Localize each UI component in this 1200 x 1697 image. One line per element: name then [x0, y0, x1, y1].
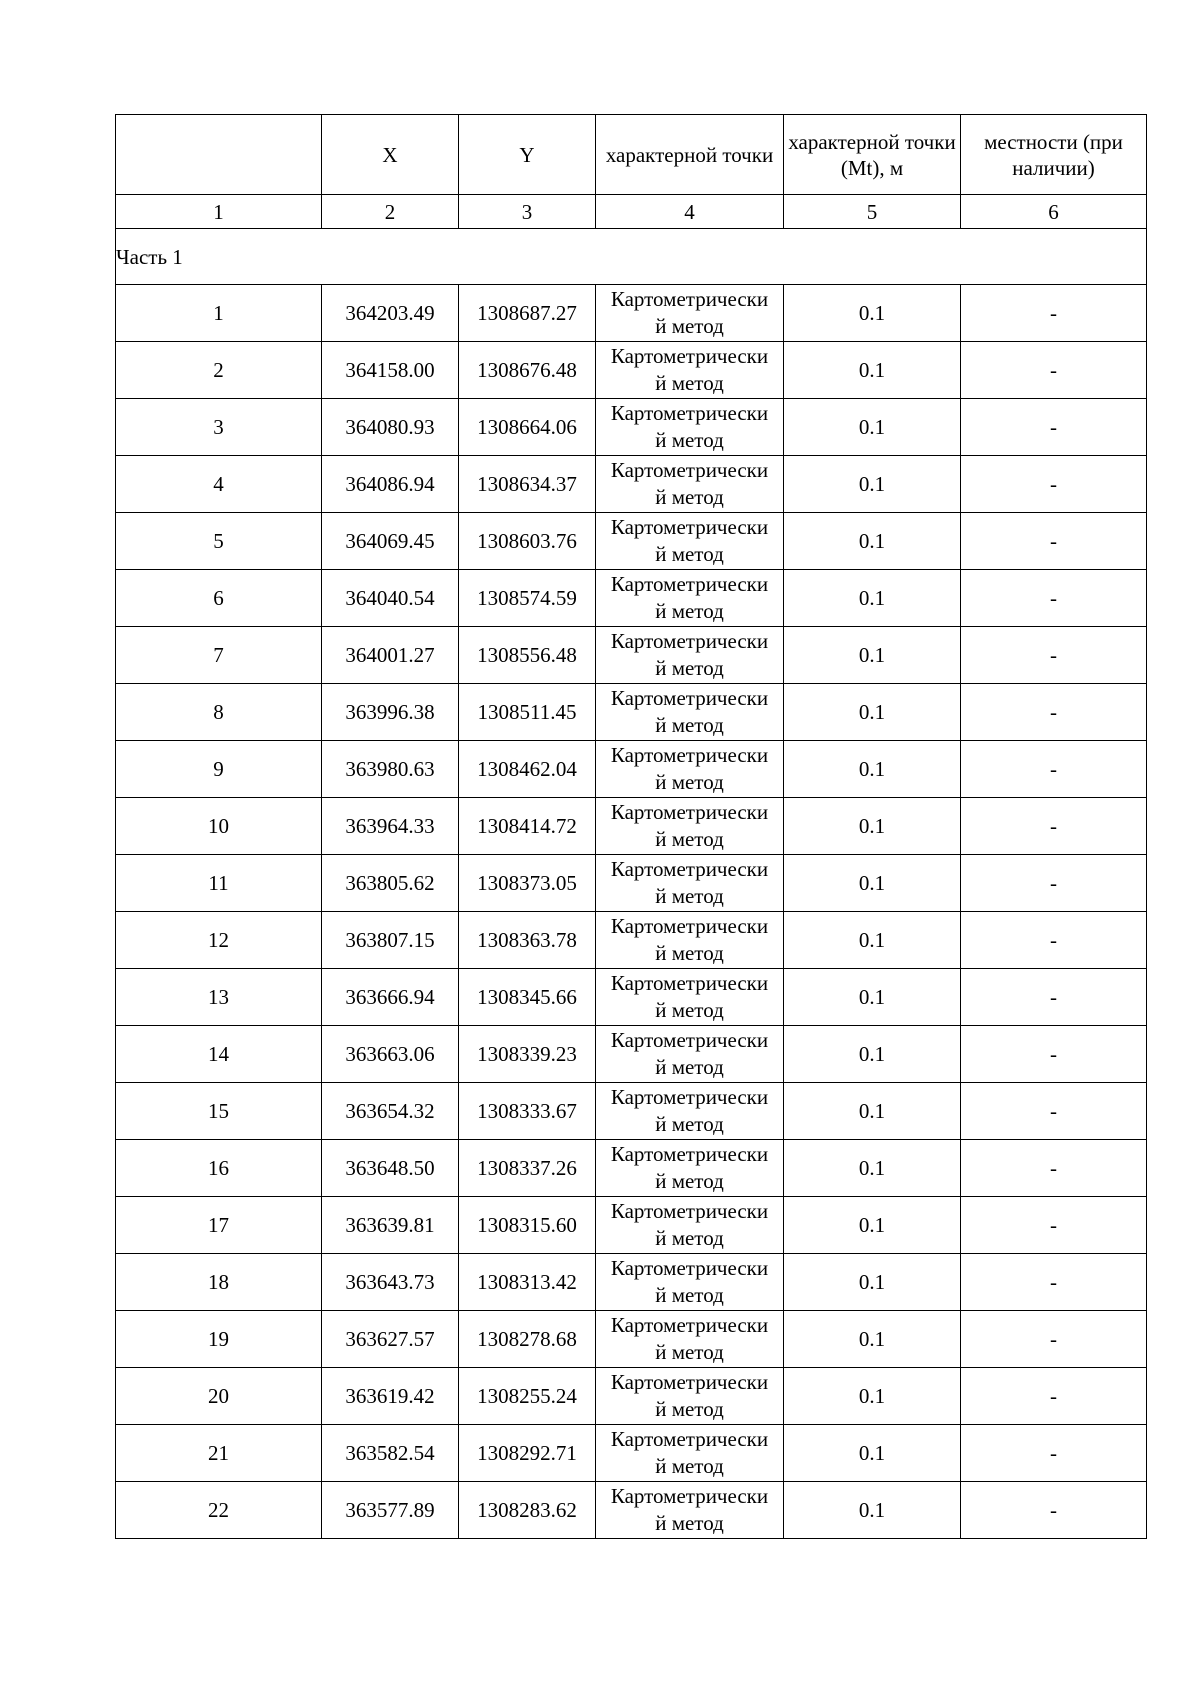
header-cell	[116, 115, 322, 195]
point-number-cell: 21	[116, 1425, 322, 1482]
description-cell: -	[961, 855, 1147, 912]
point-number-cell: 17	[116, 1197, 322, 1254]
method-text-line: й метод	[655, 1340, 724, 1364]
table-row	[116, 1140, 1147, 1197]
method-text-line: й метод	[655, 1511, 724, 1535]
column-number-cell: 3	[459, 195, 596, 229]
method-text-line: Картометрически	[610, 1028, 769, 1052]
coord-y-cell: 1308574.59	[459, 570, 596, 627]
coord-x-cell: 364158.00	[322, 342, 459, 399]
column-number-cell: 2	[322, 195, 459, 229]
method-cell	[596, 1482, 784, 1539]
method-cell	[596, 570, 784, 627]
accuracy-cell: 0.1	[784, 1254, 961, 1311]
table-row	[116, 1425, 1147, 1482]
method-cell	[596, 684, 784, 741]
point-number-cell: 22	[116, 1482, 322, 1539]
point-number-cell: 2	[116, 342, 322, 399]
description-cell: -	[961, 1425, 1147, 1482]
method-text-line: Картометрически	[610, 1370, 769, 1394]
coord-x-cell: 363654.32	[322, 1083, 459, 1140]
point-number-cell: 18	[116, 1254, 322, 1311]
method-text-line: Картометрически	[610, 1199, 769, 1223]
table-row	[116, 1083, 1147, 1140]
table-row	[116, 627, 1147, 684]
header-cell: X	[322, 115, 459, 195]
method-cell	[596, 1425, 784, 1482]
point-number-cell: 13	[116, 969, 322, 1026]
method-text-line: й метод	[655, 542, 724, 566]
coord-x-cell: 363663.06	[322, 1026, 459, 1083]
method-cell	[596, 969, 784, 1026]
header-row	[116, 115, 1147, 195]
method-cell	[596, 513, 784, 570]
point-number-cell: 4	[116, 456, 322, 513]
coord-y-cell: 1308292.71	[459, 1425, 596, 1482]
coord-x-cell: 363627.57	[322, 1311, 459, 1368]
point-number-cell: 1	[116, 285, 322, 342]
accuracy-cell: 0.1	[784, 855, 961, 912]
coord-y-cell: 1308603.76	[459, 513, 596, 570]
method-text-line: Картометрически	[610, 287, 769, 311]
table-row	[116, 342, 1147, 399]
method-text-line: й метод	[655, 941, 724, 965]
accuracy-cell: 0.1	[784, 456, 961, 513]
coord-y-cell: 1308337.26	[459, 1140, 596, 1197]
table-row	[116, 1197, 1147, 1254]
coord-y-cell: 1308676.48	[459, 342, 596, 399]
coord-x-cell: 363980.63	[322, 741, 459, 798]
accuracy-cell: 0.1	[784, 399, 961, 456]
coord-x-cell: 363807.15	[322, 912, 459, 969]
method-cell	[596, 798, 784, 855]
method-text-line: й метод	[655, 1454, 724, 1478]
accuracy-cell: 0.1	[784, 798, 961, 855]
coord-x-cell: 364203.49	[322, 285, 459, 342]
accuracy-cell: 0.1	[784, 1197, 961, 1254]
column-number-cell: 4	[596, 195, 784, 229]
table-row	[116, 570, 1147, 627]
table-row	[116, 1482, 1147, 1539]
accuracy-cell: 0.1	[784, 627, 961, 684]
method-cell	[596, 1368, 784, 1425]
method-text-line: й метод	[655, 1397, 724, 1421]
point-number-cell: 6	[116, 570, 322, 627]
point-number-cell: 14	[116, 1026, 322, 1083]
accuracy-cell: 0.1	[784, 285, 961, 342]
coord-y-cell: 1308315.60	[459, 1197, 596, 1254]
coord-y-cell: 1308462.04	[459, 741, 596, 798]
method-text-line: й метод	[655, 371, 724, 395]
method-cell	[596, 456, 784, 513]
method-cell	[596, 1140, 784, 1197]
method-text-line: й метод	[655, 770, 724, 794]
coord-y-cell: 1308687.27	[459, 285, 596, 342]
coord-x-cell: 364040.54	[322, 570, 459, 627]
description-cell: -	[961, 1083, 1147, 1140]
description-cell: -	[961, 969, 1147, 1026]
coord-x-cell: 364086.94	[322, 456, 459, 513]
method-text-line: й метод	[655, 827, 724, 851]
accuracy-cell: 0.1	[784, 912, 961, 969]
coord-y-cell: 1308634.37	[459, 456, 596, 513]
coord-x-cell: 363666.94	[322, 969, 459, 1026]
method-text-line: й метод	[655, 1283, 724, 1307]
table-row	[116, 969, 1147, 1026]
coord-x-cell: 363639.81	[322, 1197, 459, 1254]
method-text-line: й метод	[655, 1112, 724, 1136]
table-row	[116, 1254, 1147, 1311]
coord-y-cell: 1308511.45	[459, 684, 596, 741]
method-text-line: Картометрически	[610, 1427, 769, 1451]
accuracy-cell: 0.1	[784, 1083, 961, 1140]
coord-y-cell: 1308333.67	[459, 1083, 596, 1140]
table-row	[116, 1026, 1147, 1083]
method-text-line: й метод	[655, 884, 724, 908]
accuracy-cell: 0.1	[784, 969, 961, 1026]
point-number-cell: 11	[116, 855, 322, 912]
point-number-cell: 20	[116, 1368, 322, 1425]
method-cell	[596, 1311, 784, 1368]
description-cell: -	[961, 1254, 1147, 1311]
description-cell: -	[961, 456, 1147, 513]
coord-x-cell: 363805.62	[322, 855, 459, 912]
method-text-line: Картометрически	[610, 1142, 769, 1166]
accuracy-cell: 0.1	[784, 513, 961, 570]
coord-y-cell: 1308278.68	[459, 1311, 596, 1368]
coord-y-cell: 1308283.62	[459, 1482, 596, 1539]
method-cell	[596, 627, 784, 684]
accuracy-cell: 0.1	[784, 1311, 961, 1368]
accuracy-cell: 0.1	[784, 1026, 961, 1083]
method-text-line: Картометрически	[610, 629, 769, 653]
point-number-cell: 12	[116, 912, 322, 969]
column-number-cell: 6	[961, 195, 1147, 229]
method-cell	[596, 342, 784, 399]
point-number-cell: 19	[116, 1311, 322, 1368]
method-text-line: й метод	[655, 1169, 724, 1193]
method-text-line: Картометрически	[610, 401, 769, 425]
description-cell: -	[961, 513, 1147, 570]
method-cell	[596, 399, 784, 456]
point-number-cell: 7	[116, 627, 322, 684]
method-text-line: й метод	[655, 656, 724, 680]
method-text-line: Картометрически	[610, 1085, 769, 1109]
header-cell: характерной точки	[596, 115, 784, 195]
coord-x-cell: 364080.93	[322, 399, 459, 456]
coord-x-cell: 364069.45	[322, 513, 459, 570]
description-cell: -	[961, 1197, 1147, 1254]
method-text-line: Картометрически	[610, 743, 769, 767]
coord-y-cell: 1308313.42	[459, 1254, 596, 1311]
method-cell	[596, 285, 784, 342]
coord-y-cell: 1308255.24	[459, 1368, 596, 1425]
coord-y-cell: 1308363.78	[459, 912, 596, 969]
method-text-line: Картометрически	[610, 1484, 769, 1508]
method-text-line: й метод	[655, 599, 724, 623]
method-text-line: й метод	[655, 1226, 724, 1250]
accuracy-cell: 0.1	[784, 342, 961, 399]
column-number-cell: 5	[784, 195, 961, 229]
coord-y-cell: 1308556.48	[459, 627, 596, 684]
method-cell	[596, 1197, 784, 1254]
accuracy-cell: 0.1	[784, 1368, 961, 1425]
coord-y-cell: 1308664.06	[459, 399, 596, 456]
method-text-line: Картометрически	[610, 800, 769, 824]
table-row	[116, 1368, 1147, 1425]
coord-x-cell: 363619.42	[322, 1368, 459, 1425]
point-number-cell: 5	[116, 513, 322, 570]
point-number-cell: 15	[116, 1083, 322, 1140]
description-cell: -	[961, 798, 1147, 855]
method-text-line: Картометрически	[610, 515, 769, 539]
column-number-cell: 1	[116, 195, 322, 229]
coord-y-cell: 1308414.72	[459, 798, 596, 855]
method-text-line: й метод	[655, 998, 724, 1022]
coord-x-cell: 363643.73	[322, 1254, 459, 1311]
coord-y-cell: 1308339.23	[459, 1026, 596, 1083]
method-cell	[596, 1254, 784, 1311]
point-number-cell: 8	[116, 684, 322, 741]
table-row	[116, 855, 1147, 912]
method-text-line: й метод	[655, 428, 724, 452]
method-text-line: й метод	[655, 485, 724, 509]
section-row	[116, 229, 1147, 285]
method-text-line: Картометрически	[610, 1313, 769, 1337]
method-text-line: Картометрически	[610, 344, 769, 368]
description-cell: -	[961, 285, 1147, 342]
method-text-line: й метод	[655, 713, 724, 737]
accuracy-cell: 0.1	[784, 1482, 961, 1539]
method-cell	[596, 1083, 784, 1140]
coord-x-cell: 363577.89	[322, 1482, 459, 1539]
method-text-line: Картометрически	[610, 1256, 769, 1280]
description-cell: -	[961, 684, 1147, 741]
description-cell: -	[961, 1311, 1147, 1368]
table-row	[116, 513, 1147, 570]
method-cell	[596, 912, 784, 969]
header-cell: местности (при наличии)	[961, 115, 1147, 195]
description-cell: -	[961, 342, 1147, 399]
description-cell: -	[961, 1026, 1147, 1083]
section-title: Часть 1	[116, 229, 1147, 285]
description-cell: -	[961, 741, 1147, 798]
table-row	[116, 399, 1147, 456]
description-cell: -	[961, 627, 1147, 684]
description-cell: -	[961, 1140, 1147, 1197]
method-text-line: Картометрически	[610, 971, 769, 995]
description-cell: -	[961, 912, 1147, 969]
table-row	[116, 285, 1147, 342]
point-number-cell: 9	[116, 741, 322, 798]
coord-x-cell: 363964.33	[322, 798, 459, 855]
column-number-row	[116, 195, 1147, 229]
table-row	[116, 798, 1147, 855]
method-cell	[596, 855, 784, 912]
coord-y-cell: 1308345.66	[459, 969, 596, 1026]
description-cell: -	[961, 1368, 1147, 1425]
accuracy-cell: 0.1	[784, 570, 961, 627]
description-cell: -	[961, 570, 1147, 627]
method-text-line: й метод	[655, 314, 724, 338]
coord-x-cell: 363996.38	[322, 684, 459, 741]
header-cell: характерной точки (Mt), м	[784, 115, 961, 195]
method-text-line: Картометрически	[610, 686, 769, 710]
method-text-line: й метод	[655, 1055, 724, 1079]
accuracy-cell: 0.1	[784, 741, 961, 798]
coord-x-cell: 364001.27	[322, 627, 459, 684]
point-number-cell: 10	[116, 798, 322, 855]
method-cell	[596, 1026, 784, 1083]
header-cell: Y	[459, 115, 596, 195]
method-text-line: Картометрически	[610, 914, 769, 938]
coordinates-table-body	[116, 115, 1147, 1539]
table-row	[116, 912, 1147, 969]
accuracy-cell: 0.1	[784, 1140, 961, 1197]
coord-x-cell: 363648.50	[322, 1140, 459, 1197]
coord-x-cell: 363582.54	[322, 1425, 459, 1482]
table-row	[116, 684, 1147, 741]
method-cell	[596, 741, 784, 798]
coord-y-cell: 1308373.05	[459, 855, 596, 912]
description-cell: -	[961, 399, 1147, 456]
table-row	[116, 456, 1147, 513]
accuracy-cell: 0.1	[784, 1425, 961, 1482]
method-text-line: Картометрически	[610, 857, 769, 881]
table-row	[116, 1311, 1147, 1368]
point-number-cell: 3	[116, 399, 322, 456]
accuracy-cell: 0.1	[784, 684, 961, 741]
description-cell: -	[961, 1482, 1147, 1539]
point-number-cell: 16	[116, 1140, 322, 1197]
method-text-line: Картометрически	[610, 458, 769, 482]
table-row	[116, 741, 1147, 798]
coordinates-table	[115, 114, 1147, 1539]
method-text-line: Картометрически	[610, 572, 769, 596]
